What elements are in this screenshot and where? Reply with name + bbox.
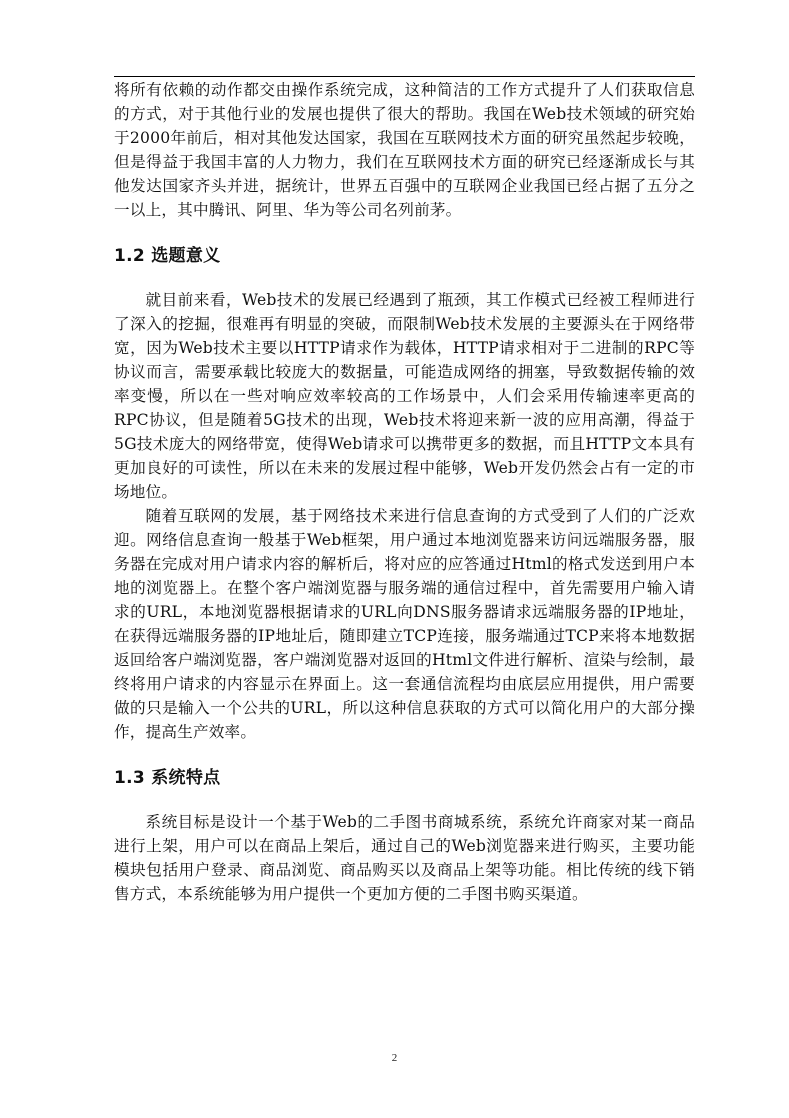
section-1-3-paragraph-1: 系统目标是设计一个基于Web的二手图书商城系统，系统允许商家对某一商品进行上架，用户可以在商品上架后，通过自己的Web浏览器来进行购买，主要功能模块包括用户登录、商品浏览、商品购买以及商品上架等功能。相比传统的线下销售方式，本系统能够为用户提供一个更加方便的二手图书购买渠道。 bbox=[114, 813, 695, 903]
page-number: 2 bbox=[391, 1052, 398, 1064]
section-heading-1-3: 1.3 系统特点 bbox=[114, 768, 221, 788]
continued-paragraph: 将所有依赖的动作都交由操作系统完成，这种简洁的工作方式提升了人们获取信息的方式，对于其他行业的发展也提供了很大的帮助。我国在Web技术领域的研究始于2000年前后，相对其他发达国家，我国在互联网技术方面的研究虽然起步较晚，但是得益于我国丰富的人力物力，我们在互联网技术方面的研究已经逐渐成长与其他发达国家齐头并进，据统计，世界五百强中的互联网企业我国已经占据了五分之一以上，其中腾讯、阿里、华为等公司名列前茅。 bbox=[114, 81, 695, 219]
spacer bbox=[114, 222, 695, 244]
section-heading-1-2: 1.2 选题意义 bbox=[114, 246, 221, 266]
spacer bbox=[114, 744, 695, 766]
page-content bbox=[114, 78, 695, 906]
spacer bbox=[114, 790, 695, 810]
header-rule bbox=[114, 76, 695, 77]
spacer bbox=[114, 268, 695, 288]
section-1-2-paragraph-2: 随着互联网的发展，基于网络技术来进行信息查询的方式受到了人们的广泛欢迎。网络信息查询一般基于Web框架，用户通过本地浏览器来访问远端服务器，服务器在完成对用户请求内容的解析后，将对应的应答通过Html的格式发送到用户本地的浏览器上。在整个客户端浏览器与服务端的通信过程中，首先需要用户输入请求的URL，本地浏览器根据请求的URL向DNS服务器请求远端服务器的IP地址，在获得远端服务器的IP地址后，随即建立TCP连接，服务端通过TCP来将本地数据返回给客户端浏览器，客户端浏览器对返回的Html文件进行解析、渲染与绘制，最终将用户请求的内容显示在界面上。这一套通信流程均由底层应用提供，用户需要做的只是输入一个公共的URL，所以这种信息获取的方式可以简化用户的大部分操作，提高生产效率。 bbox=[114, 507, 695, 741]
section-1-2-paragraph-1: 就目前来看，Web技术的发展已经遇到了瓶颈，其工作模式已经被工程师进行了深入的挖掘，很难再有明显的突破，而限制Web技术发展的主要源头在于网络带宽，因为Web技术主要以HTTP请求作为载体，HTTP请求相对于二进制的RPC等协议而言，需要承载比较庞大的数据量，可能造成网络的拥塞，导致数据传输的效率变慢，所以在一些对响应效率较高的工作场景中，人们会采用传输速率更高的RPC协议，但是随着5G技术的出现，Web技术将迎来新一波的应用高潮，得益于5G技术庞大的网络带宽，使得Web请求可以携带更多的数据，而且HTTP文本具有更加良好的可读性，所以在未来的发展过程中能够，Web开发仍然会占有一定的市场地位。 bbox=[114, 291, 695, 501]
